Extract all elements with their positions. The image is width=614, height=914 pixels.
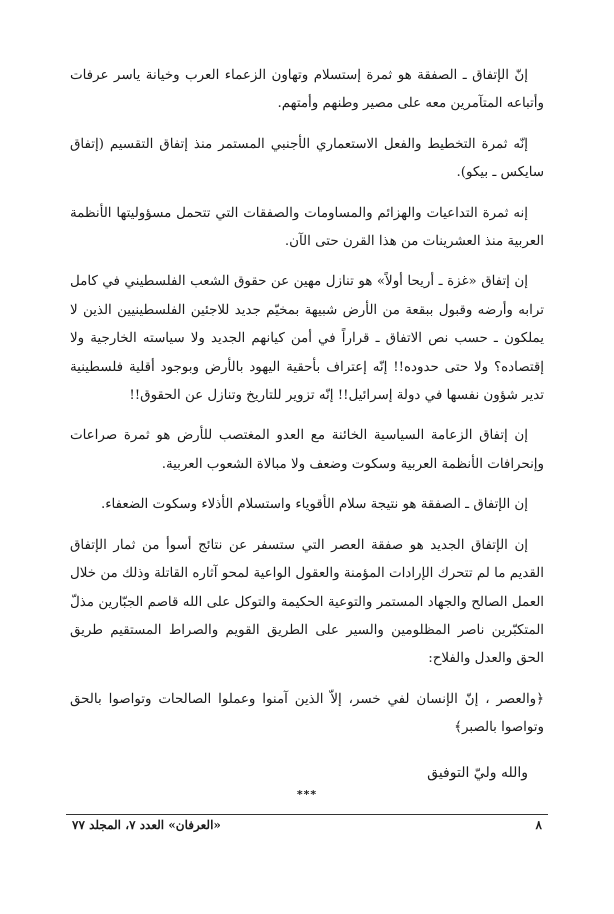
paragraph-5: إن إتفاق الزعامة السياسية الخائنة مع العدو المغتصب للأرض هو ثمرة صراعات وإنحرافات الأنظمة العربية وسكوت وضعف ولا مبالاة الشعوب العربية. — [70, 428, 544, 472]
footer-rule — [66, 814, 548, 815]
closing-line: والله وليّ التوفيق — [427, 764, 528, 781]
paragraph-1: إنّ الإتفاق ـ الصفقة هو ثمرة إستسلام وتهاون الزعماء العرب وخيانة ياسر عرفات وأتباعه المتآمرين معه على مصير وطنهم وأمتهم. — [70, 68, 544, 112]
quran-quote: ﴿والعصر ، إنّ الإنسان لفي خسر، إلاّ الذين آمنوا وعملوا الصالحات وتواصوا بالحق وتواصوا بالصبر﴾ — [70, 691, 544, 736]
paragraph-4: إن إتفاق «غزة ـ أريحا أولاً» هو تنازل مهين عن حقوق الشعب الفلسطيني في كامل ترابه وأرضه وقبول ببقعة من الأرض شبيهة بمخيّم جديد للاجئين الفلسطينيين الذين لا يملكون ـ حسب نص الاتفاق ـ قراراً في أمن كيانهم الجديد ولا سياسته الخارجية ولا إقتصاده؟ ولا حتى حدوده!! إنّه إعتراف بأحقية اليهود بالأرض وبوجود أقلية فلسطينية تدير شؤون نفسها في دولة إسرائيل!! إنّه تزوير للتاريخ وتنازل عن الحقوق!! — [70, 274, 544, 404]
paragraph-3: إنه ثمرة التداعيات والهزائم والمساومات والصفقات التي تتحمل مسؤوليتها الأنظمة العربية منذ العشرينات من هذا القرن حتى الآن. — [70, 205, 544, 250]
paragraph-6: إن الإتفاق ـ الصفقة هو نتيجة سلام الأقوياء واستسلام الأذلاء وسكوت الضعفاء. — [100, 497, 528, 513]
page-footer — [66, 818, 548, 838]
section-separator: *** — [296, 788, 318, 801]
paragraph-7: إن الإتفاق الجديد هو صفقة العصر التي ستسفر عن نتائج أسوأ من ثمار الإتفاق القديم ما لم تتحرك الإرادات المؤمنة والعقول الواعية لمحو آثاره القاتلة وذلك من خلال العمل الصالح والجهاد المستمر والتوعية الحكيمة والتوكل على الله قاصم الجبّارين مذلّ المتكبّرين ناصر المظلومين والسير على الطريق القويم والصراط المستقيم طريق الحق والعدل والفلاح: — [70, 537, 544, 667]
article-body — [70, 62, 544, 787]
paragraph-2: إنّه ثمرة التخطيط والفعل الاستعماري الأجنبي المستمر منذ إتفاق التقسيم (إتفاق سايكس ـ بيكو). — [70, 136, 544, 181]
journal-reference: «العرفان» العدد ٧، المجلد ٧٧ — [72, 818, 221, 832]
page-number: ٨ — [535, 818, 542, 832]
